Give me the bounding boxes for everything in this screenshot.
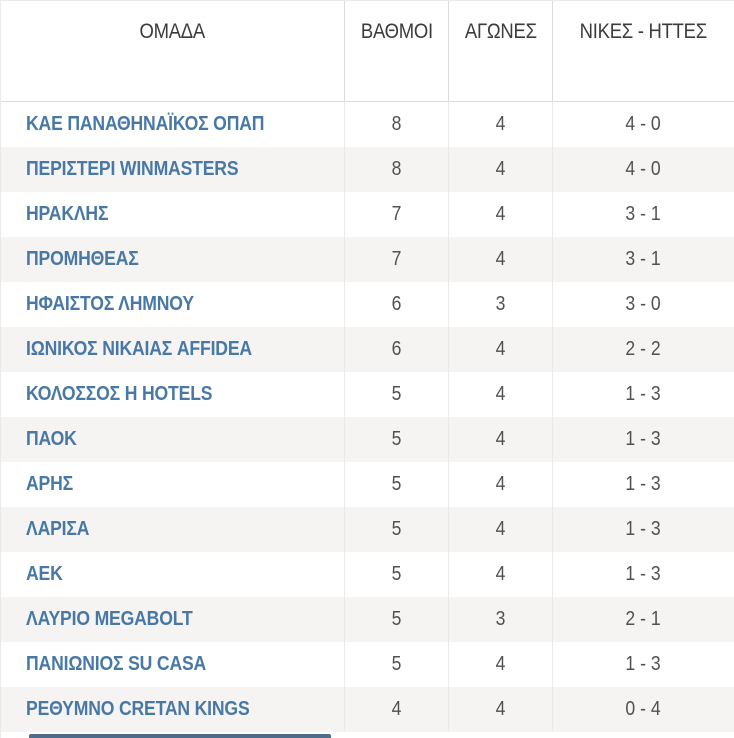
games-cell: 3 xyxy=(448,597,552,642)
table-row xyxy=(1,597,734,642)
team-link[interactable]: ΠΡΟΜΗΘΕΑΣ xyxy=(26,248,139,270)
team-link[interactable]: ΡΕΘΥΜΝΟ CRETAN KINGS xyxy=(26,698,250,720)
games-cell: 3 xyxy=(448,282,552,327)
record-cell: 0 - 4 xyxy=(552,687,734,732)
games-cell: 4 xyxy=(448,417,552,462)
table-row xyxy=(1,462,734,507)
table-row xyxy=(1,642,734,687)
record-cell: 3 - 0 xyxy=(552,282,734,327)
column-header-team-label: ΟΜΑΔΑ xyxy=(139,20,206,43)
table-row xyxy=(1,282,734,327)
column-header-points xyxy=(344,1,448,101)
points-cell: 5 xyxy=(344,507,448,552)
games-cell: 4 xyxy=(448,642,552,687)
record-cell: 4 - 0 xyxy=(552,147,734,192)
team-link[interactable]: ΛΑΥΡΙΟ MEGABOLT xyxy=(26,608,193,630)
table-row xyxy=(1,552,734,597)
column-header-team xyxy=(1,1,344,101)
record-cell: 1 - 3 xyxy=(552,552,734,597)
table-row xyxy=(1,687,734,732)
column-header-games-label: ΑΓΩΝΕΣ xyxy=(464,20,537,43)
team-link[interactable]: ΚΟΛΟΣΣΟΣ H HOTELS xyxy=(26,383,213,405)
points-cell: 7 xyxy=(344,192,448,237)
team-link[interactable]: ΑΡΗΣ xyxy=(26,473,74,495)
points-cell: 6 xyxy=(344,327,448,372)
table-row xyxy=(1,372,734,417)
games-cell: 4 xyxy=(448,372,552,417)
column-header-record-label: ΝΙΚΕΣ - ΗΤΤΕΣ xyxy=(579,20,708,43)
record-cell: 1 - 3 xyxy=(552,507,734,552)
points-cell: 5 xyxy=(344,642,448,687)
points-cell: 5 xyxy=(344,597,448,642)
points-cell: 8 xyxy=(344,147,448,192)
record-cell: 3 - 1 xyxy=(552,192,734,237)
games-cell: 4 xyxy=(448,237,552,282)
record-cell: 2 - 2 xyxy=(552,327,734,372)
partially-visible-bottom-element xyxy=(29,734,331,738)
column-header-games xyxy=(448,1,552,101)
team-link[interactable]: ΗΡΑΚΛΗΣ xyxy=(26,203,109,225)
points-cell: 6 xyxy=(344,282,448,327)
points-cell: 7 xyxy=(344,237,448,282)
team-link[interactable]: ΠΑΟΚ xyxy=(26,428,77,450)
record-cell: 3 - 1 xyxy=(552,237,734,282)
table-row xyxy=(1,147,734,192)
team-link[interactable]: ΚΑΕ ΠΑΝΑΘΗΝΑΪΚΟΣ ΟΠΑΠ xyxy=(26,113,265,135)
points-cell: 5 xyxy=(344,417,448,462)
column-header-points-label: ΒΑΘΜΟΙ xyxy=(360,20,433,43)
table-row xyxy=(1,327,734,372)
games-cell: 4 xyxy=(448,102,552,147)
table-row xyxy=(1,507,734,552)
team-link[interactable]: ΠΑΝΙΩΝΙΟΣ SU CASA xyxy=(26,653,207,675)
points-cell: 4 xyxy=(344,687,448,732)
table-body xyxy=(1,102,734,732)
table-row xyxy=(1,237,734,282)
team-link[interactable]: ΠΕΡΙΣΤΕΡΙ WINMASTERS xyxy=(26,158,239,180)
points-cell: 5 xyxy=(344,552,448,597)
games-cell: 4 xyxy=(448,327,552,372)
games-cell: 4 xyxy=(448,552,552,597)
record-cell: 1 - 3 xyxy=(552,462,734,507)
table-row xyxy=(1,102,734,147)
team-link[interactable]: ΙΩΝΙΚΟΣ ΝΙΚΑΙΑΣ AFFIDEA xyxy=(26,338,252,360)
games-cell: 4 xyxy=(448,687,552,732)
games-cell: 4 xyxy=(448,192,552,237)
games-cell: 4 xyxy=(448,147,552,192)
column-header-record xyxy=(552,1,734,101)
games-cell: 4 xyxy=(448,507,552,552)
team-link[interactable]: ΛΑΡΙΣΑ xyxy=(26,518,90,540)
table-header-row xyxy=(1,1,734,102)
points-cell: 5 xyxy=(344,462,448,507)
points-cell: 8 xyxy=(344,102,448,147)
record-cell: 4 - 0 xyxy=(552,102,734,147)
table-row xyxy=(1,192,734,237)
record-cell: 2 - 1 xyxy=(552,597,734,642)
points-cell: 5 xyxy=(344,372,448,417)
table-row xyxy=(1,417,734,462)
record-cell: 1 - 3 xyxy=(552,642,734,687)
team-link[interactable]: ΑΕΚ xyxy=(26,563,63,585)
games-cell: 4 xyxy=(448,462,552,507)
record-cell: 1 - 3 xyxy=(552,417,734,462)
team-link[interactable]: ΗΦΑΙΣΤΟΣ ΛΗΜΝΟΥ xyxy=(26,293,194,315)
record-cell: 1 - 3 xyxy=(552,372,734,417)
